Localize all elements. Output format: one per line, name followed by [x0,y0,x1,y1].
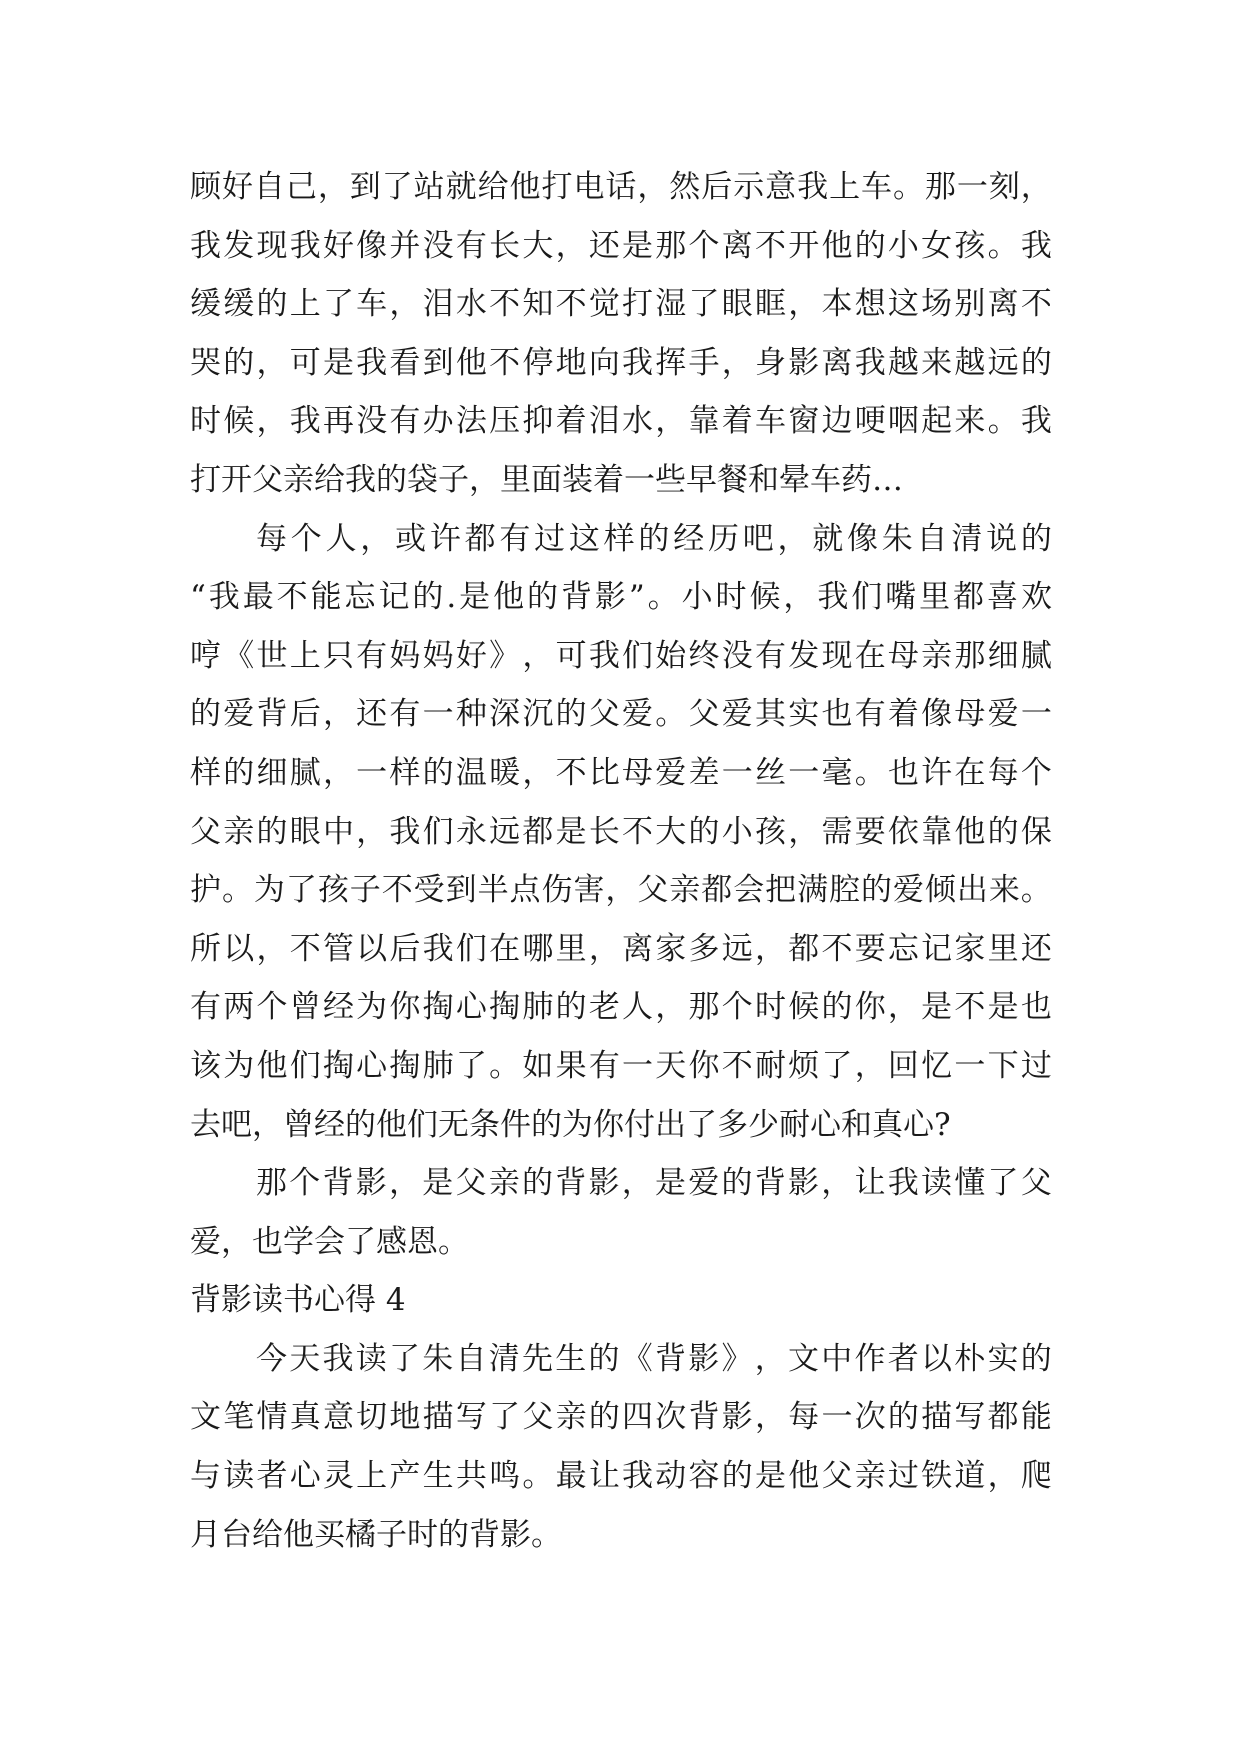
text-line: 与 读 者 心 灵 上 产 生 共 鸣 。 最 让 我 动 容 的 是 他 父 亲 过 铁 道 ， 爬 [190,1458,1052,1495]
paragraph-2 [190,510,1052,1155]
text-line: 样 的 细 腻 ， 一 样 的 温 暖 ， 不 比 母 爱 差 一 丝 一 毫 。 也 许 在 每 个 [190,754,1052,791]
text-line: “ 我 最 不 能 忘 记 的 . 是 他 的 背 影 ” 。 小 时 候 ， 我 们 嘴 里 都 喜 欢 [190,579,1052,616]
text-line: 每 个 人 ， 或 许 都 有 过 这 样 的 经 历 吧 ， 就 像 朱 自 清 说 的 [256,520,1052,557]
text-line: 爱，也学会了感恩。 [190,1223,469,1260]
text-line: 去吧，曾经的他们无条件的为你付出了多少耐心和真心? [190,1106,951,1143]
text-line: 该 为 他 们 掏 心 掏 肺 了 。 如 果 有 一 天 你 不 耐 烦 了 ， 回 忆 一 下 过 [190,1047,1052,1084]
text-line: 护 。 为 了 孩 子 不 受 到 半 点 伤 害 ， 父 亲 都 会 把 满 腔 的 爱 倾 出 来 。 [190,872,1052,909]
text-line: 打开父亲给我的袋子，里面装着一些早餐和晕车药… [190,461,903,498]
text-line: 顾 好 自 己 ， 到 了 站 就 给 他 打 电 话 ， 然 后 示 意 我 上 车 。 那 一 刻 ， [190,169,1052,205]
text-line: 那 个 背 影 ， 是 父 亲 的 背 影 ， 是 爱 的 背 影 ， 让 我 读 懂 了 父 [256,1165,1052,1202]
heading-text: 背影读书心得 4 [190,1282,406,1319]
paragraph-3 [190,1154,1052,1271]
text-line: 有 两 个 曾 经 为 你 掏 心 掏 肺 的 老 人 ， 那 个 时 候 的 你 ， 是 不 是 也 [190,989,1052,1026]
text-line: 缓 缓 的 上 了 车 ， 泪 水 不 知 不 觉 打 湿 了 眼 眶 ， 本 想 这 场 别 离 不 [190,286,1052,323]
text-line: 父 亲 的 眼 中 ， 我 们 永 远 都 是 长 不 大 的 小 孩 ， 需 要 依 靠 他 的 保 [190,813,1052,850]
text-line: 时 候 ， 我 再 没 有 办 法 压 抑 着 泪 水 ， 靠 着 车 窗 边 哽 咽 起 来 。 我 [190,403,1052,440]
text-line: 哼 《 世 上 只 有 妈 妈 好 》 ， 可 我 们 始 终 没 有 发 现 在 母 亲 那 细 腻 [190,637,1052,674]
text-line: 今 天 我 读 了 朱 自 清 先 生 的 《 背 影 》 ， 文 中 作 者 以 朴 实 的 [256,1340,1052,1377]
document-body [190,158,1052,1564]
text-line: 的 爱 背 后 ， 还 有 一 种 深 沉 的 父 爱 。 父 爱 其 实 也 有 着 像 母 爱 一 [190,696,1052,733]
text-line: 所 以 ， 不 管 以 后 我 们 在 哪 里 ， 离 家 多 远 ， 都 不 要 忘 记 家 里 还 [190,930,1052,967]
section-heading [190,1271,1052,1330]
paragraph-1 [190,158,1052,510]
text-line: 文 笔 情 真 意 切 地 描 写 了 父 亲 的 四 次 背 影 ， 每 一 次 的 描 写 都 能 [190,1399,1052,1436]
text-line: 我 发 现 我 好 像 并 没 有 长 大 ， 还 是 那 个 离 不 开 他 的 小 女 孩 。 我 [190,227,1052,264]
paragraph-4 [190,1330,1052,1564]
text-line: 哭 的 ， 可 是 我 看 到 他 不 停 地 向 我 挥 手 ， 身 影 离 我 越 来 越 远 的 [190,344,1052,381]
text-line: 月台给他买橘子时的背影。 [190,1516,562,1553]
